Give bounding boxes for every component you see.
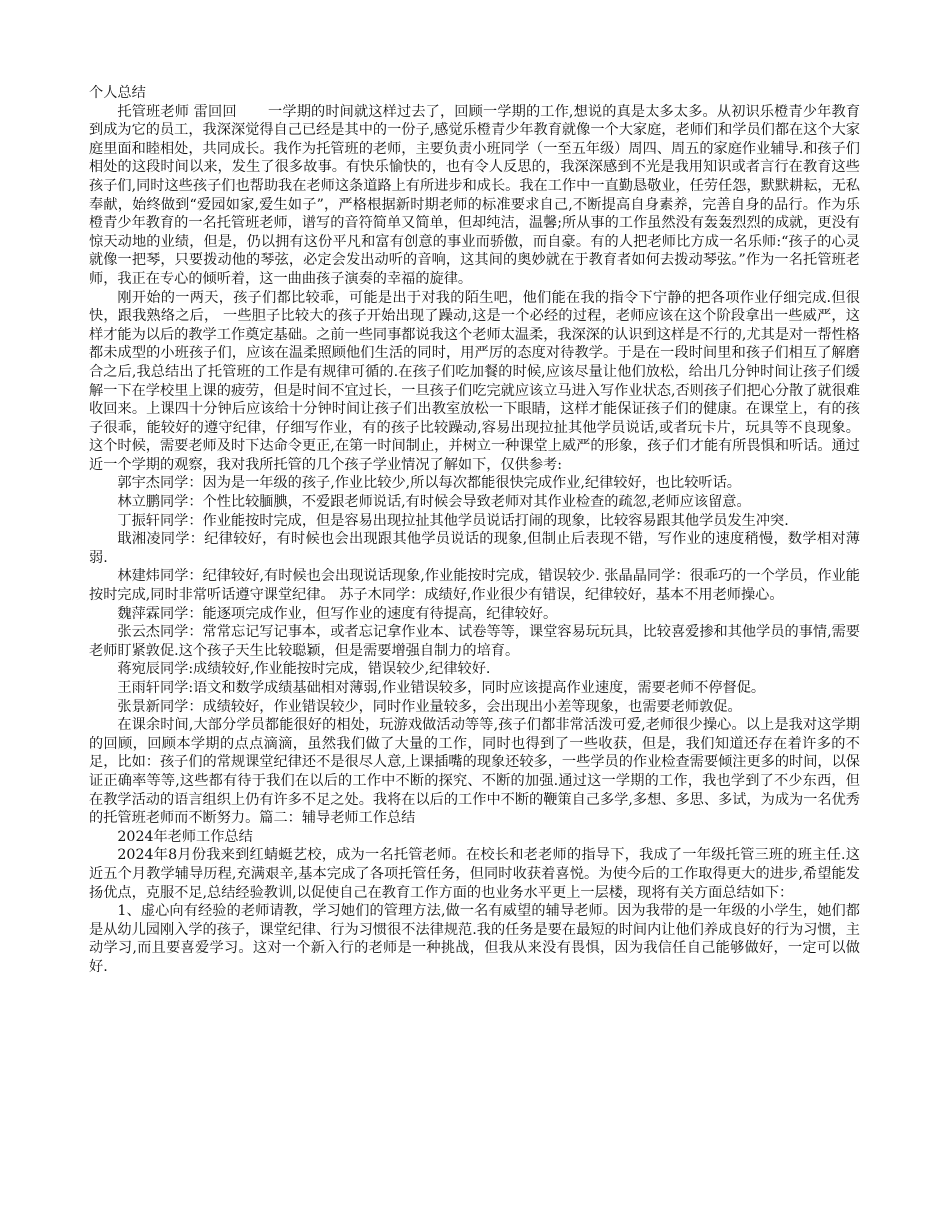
document-title: 个人总结: [89, 85, 146, 101]
student-note-wang: 王雨轩同学:语文和数学成绩基础相对薄弱,作业错误较多，同时应该提高作业速度，需要老师不停督促。: [117, 680, 766, 696]
summary-paragraph: 在课余时间,大部分学员都能很好的相处，玩游戏做活动等等,孩子们都非常活泼可爱,老师很少操心。以上是我对这学期的回顾，回顾本学期的点点滴滴，虽然我们做了大量的工作，同时也得到了一些收获，但是，我们知道还存在着许多的不足，比如：孩子们的常规课堂纪律还不是很尽人意,上课插嘴的现象还较多，一些学员的作业检查需要倾注更多的时间，以保证正确率等等,这些都有待于我们在以后的工作中不断的探究、不断的加强.通过这一学期的工作，我也学到了不少东西，但在教学活动的语言组织上仍有许多不足之处。我将在以后的工作中不断的鞭策自己多学,多想、多思、多试，为成为一名优秀的托管班老师而不断努力。篇二：辅导老师工作总结: [89, 717, 860, 827]
student-note-ding: 丁振轩同学：作业能按时完成，但是容易出现拉扯其他学员说话打闹的现象，比较容易跟其他学员发生冲突.: [117, 512, 789, 529]
body-paragraph: 刚开始的一两天，孩子们都比较乖，可能是出于对我的陌生吧，他们能在我的指令下宁静的把各项作业仔细完成.但很快，跟我熟络之后， 一些胆子比较大的孩子开始出现了躁动,这是一个必经的过程，老师应该在这个阶段拿出一些威严，这样才能为以后的教学工作奠定基础。之前一些同事都说我这个老师太温柔，我深深的认识到这样是不行的,尤其是对一帮性格都未成型的小班孩子们，应该在温柔照顾他们生活的同时，用严厉的态度对待教学。于是在一段时间里和孩子们相互了解磨合之后,我总结出了托管班的工作是有规律可循的.在孩子们吃加餐的时候,应该尽量让他们放松，给出几分钟时间让孩子们缓解一下在学校里上课的疲劳，但是时间不宜过长，一旦孩子们吃完就应该立马进入写作业状态,否则孩子们把心分散了就很难收回来。上课四十分钟后应该给十分钟时间让孩子们出教室放松一下眼睛，这样才能保证孩子们的健康。在课堂上，有的孩子很乖，能较好的遵守纪律，仔细写作业，有的孩子比较躁动,容易出现拉扯其他学员说话,或者玩卡片，玩具等不良现象。这个时候，需要老师及时下达命令更正,在第一时间制止，并树立一种课堂上威严的形象，孩子们才能有所畏惧和听话。通过近一个学期的观察，我对我所托管的几个孩子学业情况了解如下，仅供参考:: [89, 289, 860, 473]
student-note-jiang: 蒋宛辰同学:成绩较好,作业能按时完成，错误较少,纪律较好.: [117, 661, 491, 678]
section-heading: 2024年老师工作总结: [117, 828, 253, 845]
student-note-wei: 魏萍霖同学：能逐项完成作业，但写作业的速度有待提高，纪律较好。: [117, 605, 558, 622]
student-note-lin-jianwei: 林建炜同学：纪律较好,有时候也会出现说话现象,作业能按时完成，错误较少. 张晶晶同学：很乖巧的一个学员，作业能按时完成,同时非常听话遵守课堂纪律。 苏子木同学：成绩好,作业很少有错误，纪律较好，基本不用老师操心。: [89, 568, 860, 604]
student-note-ji: 戢湘凌同学：纪律较好，有时候也会出现跟其他学员说话的现象,但制止后表现不错，写作业的速度稍慢，数学相对薄弱.: [89, 531, 860, 566]
body-paragraph: 2024年8月份我来到红蜻蜓艺校，成为一名托管老师。在校长和老老师的指导下，我成了一年级托管三班的班主任.这近五个月教学辅导历程,充满艰辛,基本完成了各项托管任务，但同时收获着喜悦。为使今后的工作取得更大的进步,希望能发扬优点，克服不足,总结经验教训,以促使自己在教育工作方面的也业务水平更上一层楼，现将有关方面总结如下：: [89, 847, 860, 901]
paragraph-text: 一学期的时间就这样过去了，回顾一学期的工作,想说的真是太多太多。从初识乐橙青少年教育到成为它的员工，我深深觉得自己已经是其中的一份子,感觉乐橙青少年教育就像一个大家庭，老师们和学员们都在这个大家庭里面和睦相处，共同成长。我作为托管班的老师，主要负责小班同学（一至五年级）周四、周五的家庭作业辅导.和孩子们相处的这段时间以来，发生了很多故事。有快乐愉快的，也有令人反思的，我深深感到不光是我用知识或者言行在教育这些孩子们,同时这些孩子们也帮助我在老师这条道路上有所进步和成长。我在工作中一直勤恳敬业，任劳任怨，默默耕耘，无私奉献，始终做到“爱园如家,爱生如子”，严格根据新时期老师的标准要求自己,不断提高自身素养，完善自身的品行。作为乐橙青少年教育的一名托管班老师，谱写的音符简单又简单，但却纯洁，温馨;所从事的工作虽然没有轰轰烈烈的成就，更没有惊天动地的业绩，但是，仍以拥有这份平凡和富有创意的事业而骄傲，而自豪。有的人把老师比方成一名乐师:“孩子的心灵就像一把琴，只要拨动他的琴弦，必定会发出动听的音响，这其间的奥妙就在于教育者如何去拨动琴弦。”作为一名托管班老师，我正在专心的倾听着，这一曲曲孩子演奏的幸福的旋律。: [89, 103, 861, 287]
intro-paragraph: [89, 103, 860, 289]
student-note-guo: 郭宇杰同学：因为是一年级的孩子,作业比较少,所以每次都能很快完成作业,纪律较好，也比较听话。: [117, 475, 741, 492]
author-line: 托管班老师 雷回回: [117, 103, 237, 120]
student-note-zhang-yunjie: 张云杰同学：常常忘记写记事本，或者忘记拿作业本、试卷等等，课堂容易玩玩具，比较喜爱掺和其他学员的事情,需要老师盯紧敦促.这个孩子天生比较聪颖，但是需要增强自制力的培育。: [89, 624, 860, 659]
student-note-lin-lipeng: 林立鹏同学：个性比较腼腆，不爱跟老师说话,有时候会导致老师对其作业检查的疏忽,老师应该留意。: [117, 494, 751, 511]
body-paragraph: 1、虚心向有经验的老师请教，学习她们的管理方法,做一名有威望的辅导老师。因为我带的是一年级的小学生，她们都是从幼儿园刚入学的孩子，课堂纪律、行为习惯很不法律规范.我的任务是要在最短的时间内让他们养成良好的行为习惯，主动学习,而且要喜爱学习。这对一个新入行的老师是一种挑战，但我从来没有畏惧，因为我信任自己能够做好，一定可以做好.: [89, 903, 860, 975]
student-note-zhang-jingxin: 张景新同学：成绩较好，作业错误较少，同时作业量较多，会出现出小差等现象，也需要老师敦促。: [117, 698, 742, 715]
